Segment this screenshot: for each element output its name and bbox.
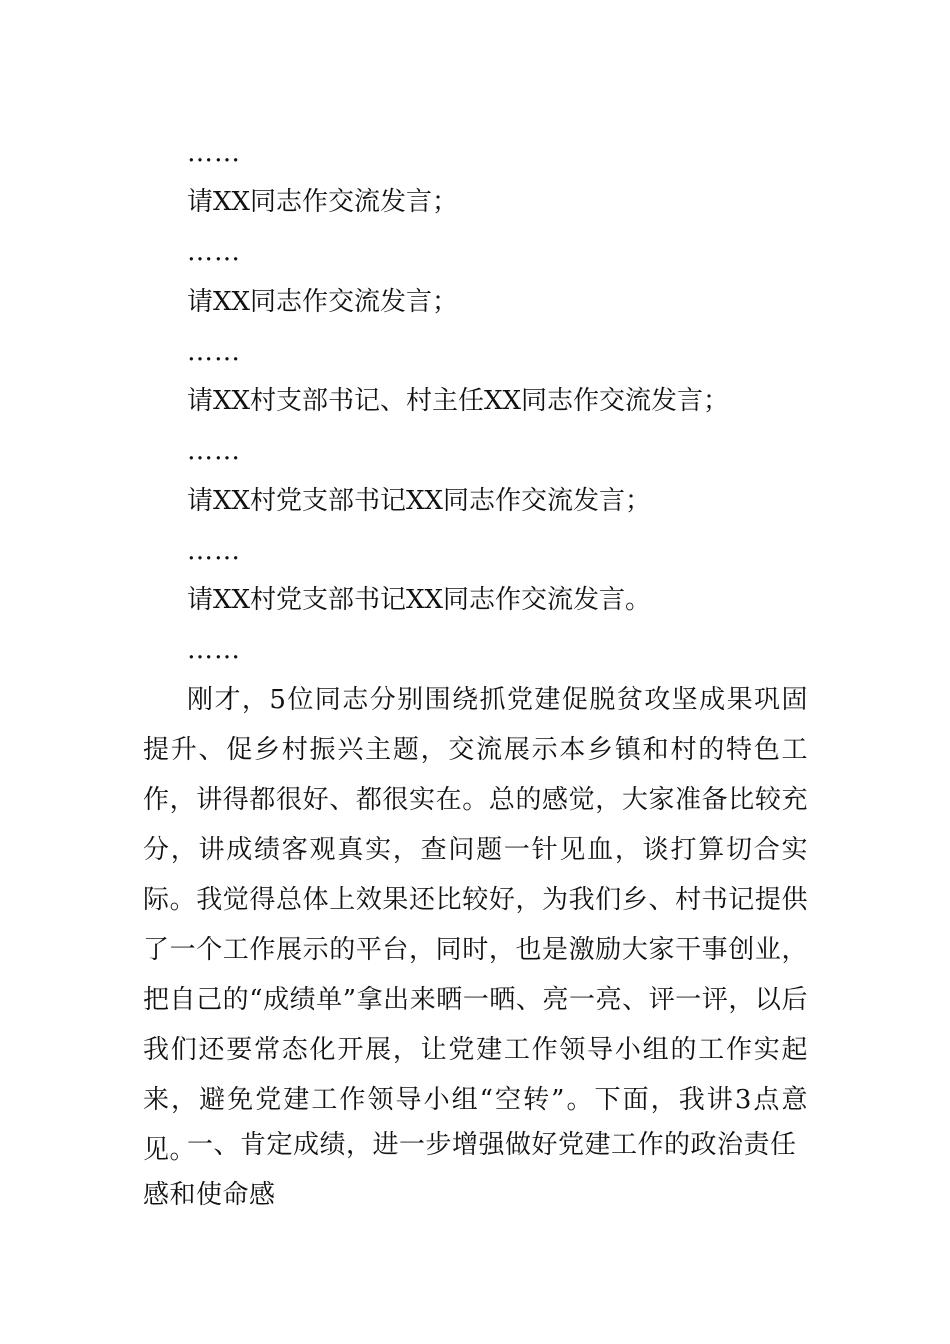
agenda-item: 请XX村党支部书记XX同志作交流发言。 [187,585,652,615]
ellipsis-line: …… [187,237,241,267]
ellipsis-line: …… [187,536,241,566]
agenda-item: 请XX同志作交流发言； [187,187,459,217]
summary-paragraph: 刚才，5位同志分别围绕抓党建促脱贫攻坚成果巩固提升、促乡村振兴主题，交流展示本乡镇和村的特色工作，讲得都很好、都很实在。总的感觉，大家准备比较充分，讲成绩客观真实，查问题一针见血，谈打算切合实际。我觉得总体上效果还比较好，为我们乡、村书记提供了一个工作展示的平台，同时，也是激励大家干事创业，把自己的“成绩单”拿出来晒一晒、亮一亮、评一评，以后我们还要常态化开展，让党建工作领导小组的工作实起来，避免党建工作领导小组“空转”。下面，我讲3点意见。 [143,685,808,1165]
agenda-item: 请XX村党支部书记XX同志作交流发言； [187,486,652,516]
ellipsis-line: …… [187,337,241,367]
section-heading: 一、肯定成绩，进一步增强做好党建工作的政治责任感和使命感 [143,1130,797,1210]
ellipsis-line: …… [187,436,241,466]
ellipsis-line: …… [187,635,241,665]
agenda-item: 请XX同志作交流发言； [187,287,459,317]
ellipsis-line: …… [187,138,241,168]
agenda-item: 请XX村支部书记、村主任XX同志作交流发言； [187,386,730,416]
